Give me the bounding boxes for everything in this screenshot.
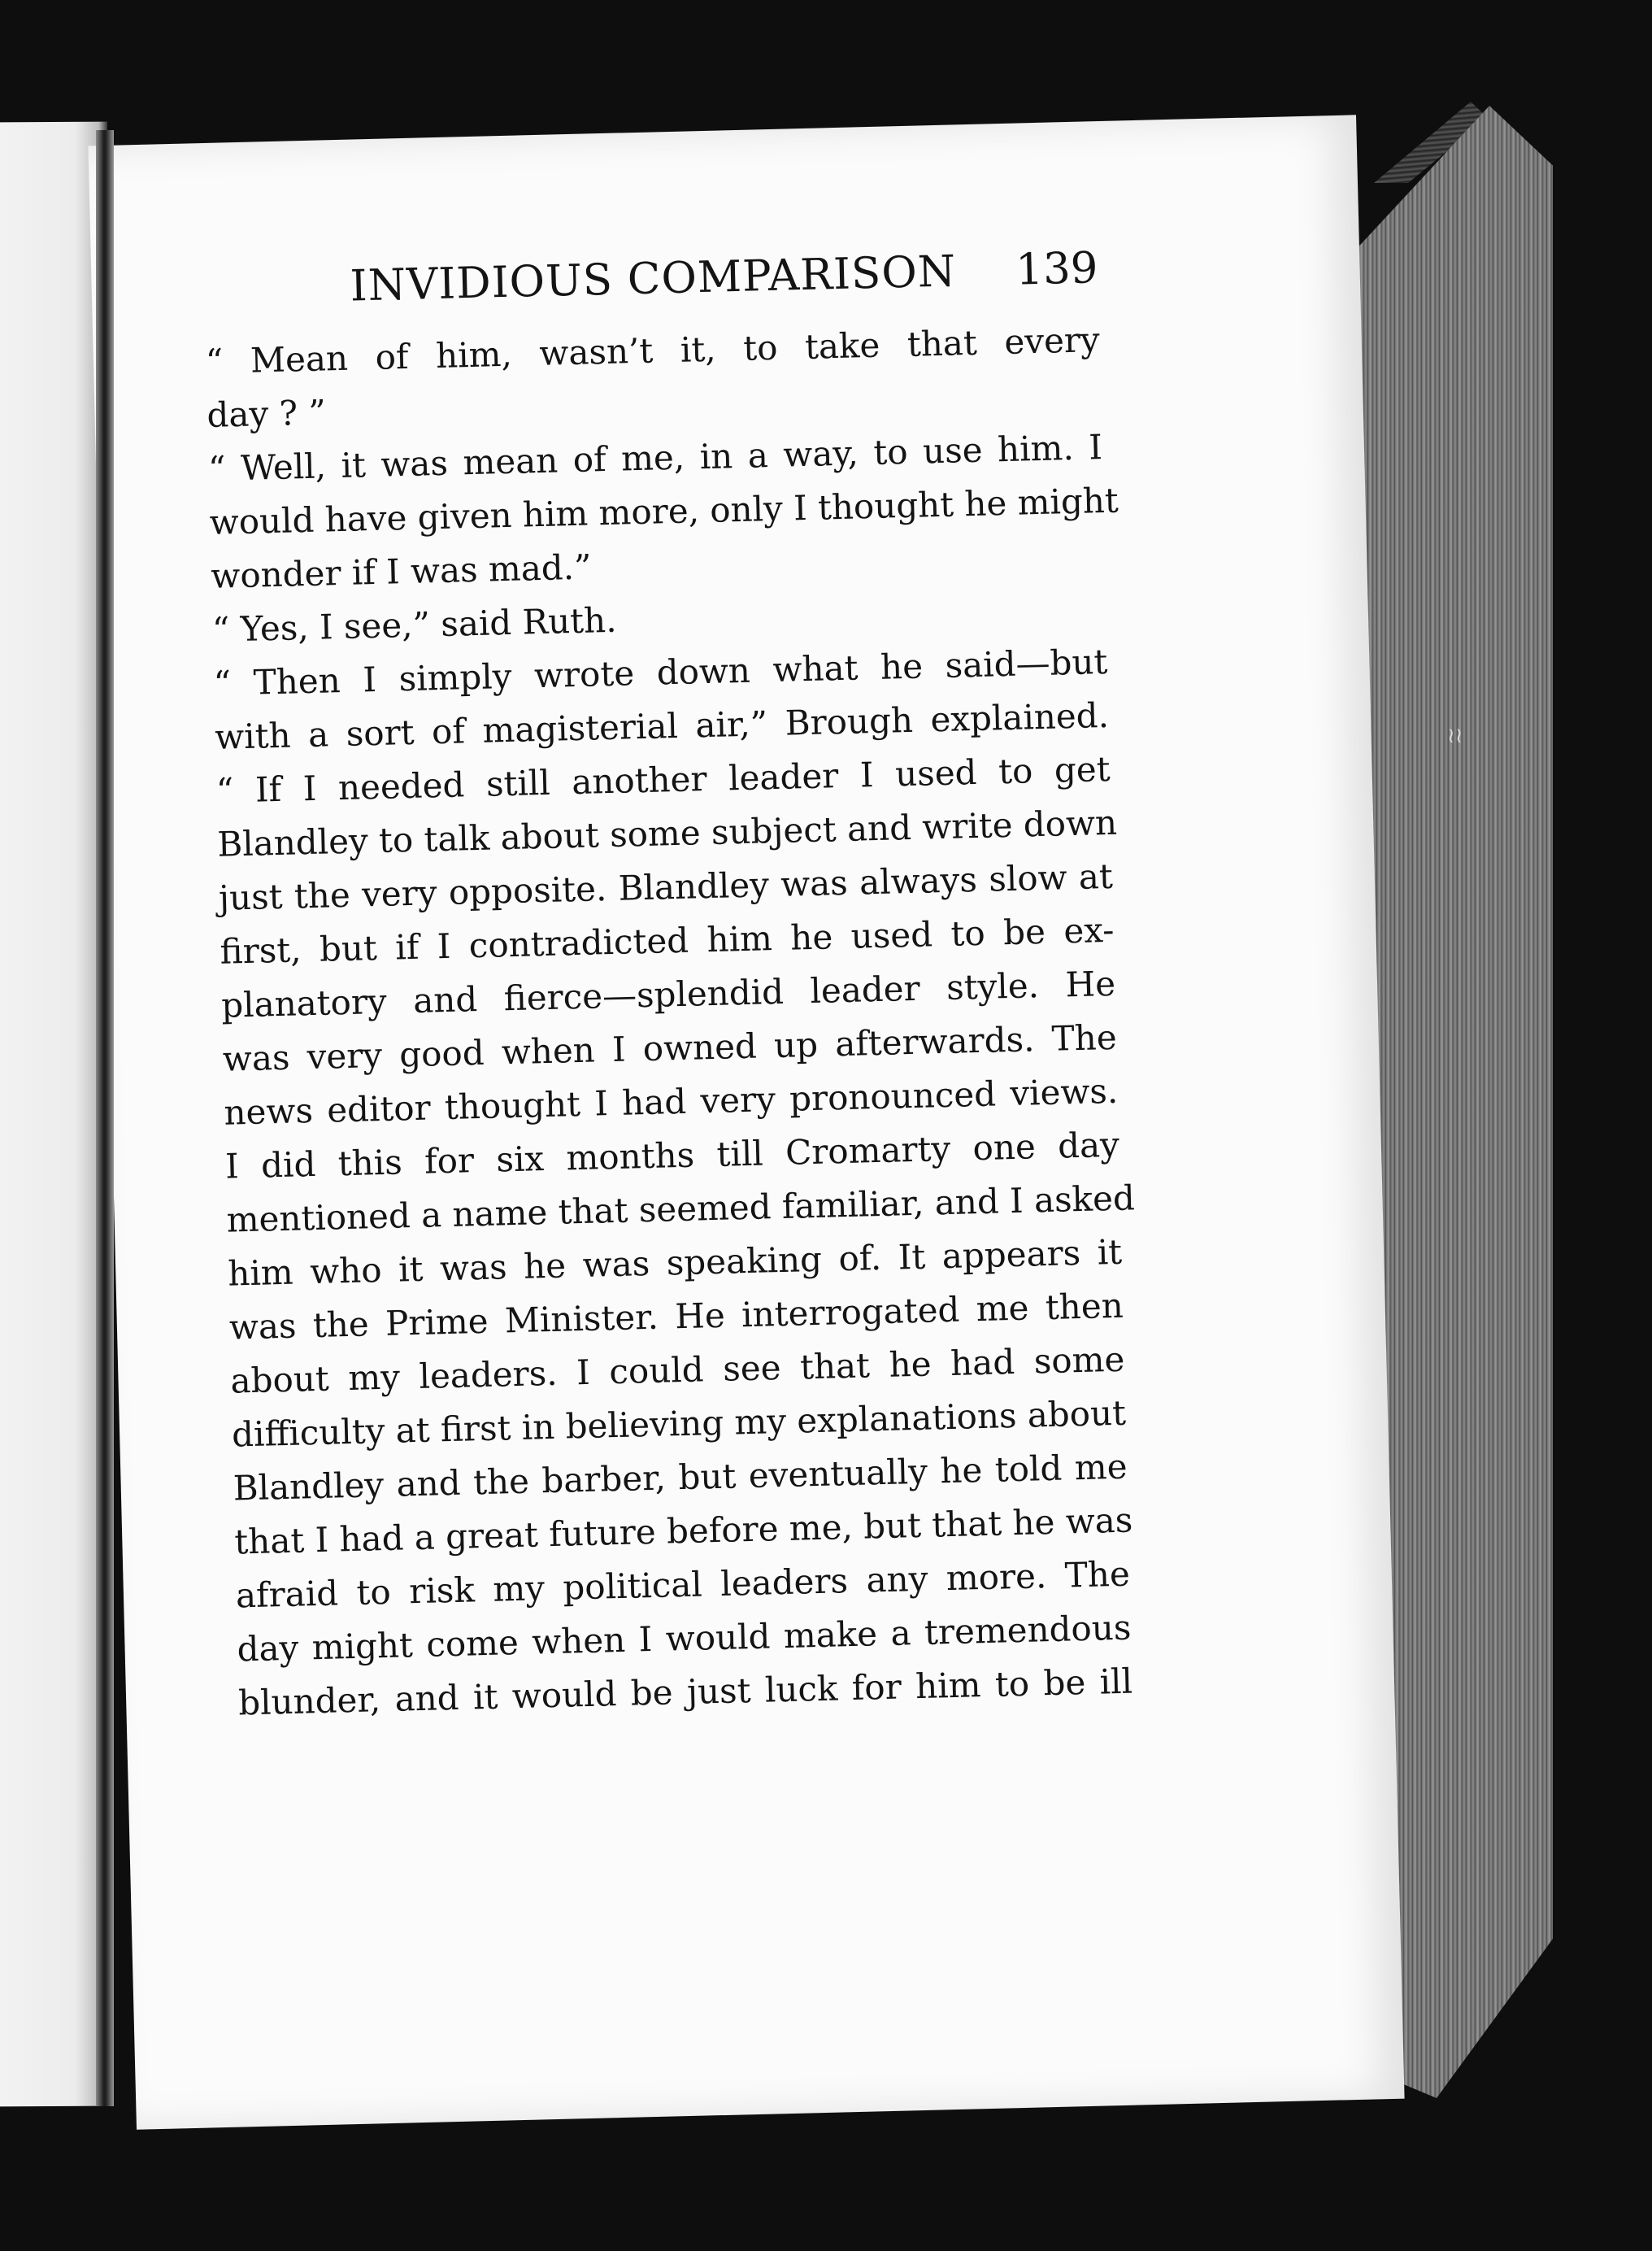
- text-line: difficulty at first in believing my explanations about: [231, 1392, 1127, 1455]
- left-page-edge: [0, 122, 107, 2107]
- running-head: INVIDIOUS COMPARISON: [349, 246, 957, 311]
- text-line: day might come when I would make a tremendous: [237, 1607, 1132, 1670]
- text-line: would have given him more, only I thought he might: [209, 480, 1119, 542]
- text-line: planatory and fierce—splendid leader style. He: [220, 963, 1116, 1025]
- page-text: [203, 243, 1136, 1730]
- text-line: “ If I needed still another leader I used to get: [215, 748, 1111, 811]
- text-line: day ? ”: [206, 392, 327, 435]
- text-line: Blandley and the barber, but eventually he told me: [233, 1446, 1128, 1509]
- book-gutter: [96, 130, 114, 2106]
- text-line: “ Then I simply wrote down what he said—but: [213, 641, 1108, 703]
- text-line: “ Well, it was mean of me, in a way, to use him. I: [207, 427, 1103, 489]
- text-line: afraid to risk my political leaders any more. The: [235, 1553, 1131, 1616]
- text-line: him who it was he was speaking of. It appears it: [227, 1231, 1123, 1294]
- paper-clip-mark: ≀≀: [1447, 724, 1463, 748]
- text-line: wonder if I was mad.”: [210, 546, 593, 596]
- right-page: [88, 115, 1404, 2129]
- text-line: I did this for six months till Cromarty one day: [224, 1124, 1120, 1186]
- text-line: about my leaders. I could see that he had some: [229, 1339, 1125, 1401]
- text-line: just the very opposite. Blandley was always slow at: [218, 856, 1114, 918]
- text-line: mentioned a name that seemed familiar, and I asked: [226, 1178, 1136, 1240]
- page-number: 139: [1015, 243, 1099, 295]
- text-line: first, but if I contradicted him he used to be ex-: [220, 909, 1115, 972]
- text-line: that I had a great future before me, but that he was: [233, 1500, 1133, 1562]
- text-line: Blandley to talk about some subject and write down: [216, 802, 1118, 864]
- text-line: with a sort of magisterial air,” Brough explained.: [214, 694, 1110, 757]
- text-line: “ Yes, I see,” said Ruth.: [211, 599, 618, 650]
- text-line: “ Mean of him, wasn’t it, to take that every: [205, 320, 1101, 381]
- text-line: news editor thought I had very pronounced views.: [223, 1070, 1119, 1133]
- text-line: was the Prime Minister. He interrogated me then: [228, 1285, 1124, 1348]
- text-line: blunder, and it would be just luck for him to be ill: [237, 1661, 1133, 1723]
- text-line: was very good when I owned up afterwards. The: [222, 1017, 1118, 1079]
